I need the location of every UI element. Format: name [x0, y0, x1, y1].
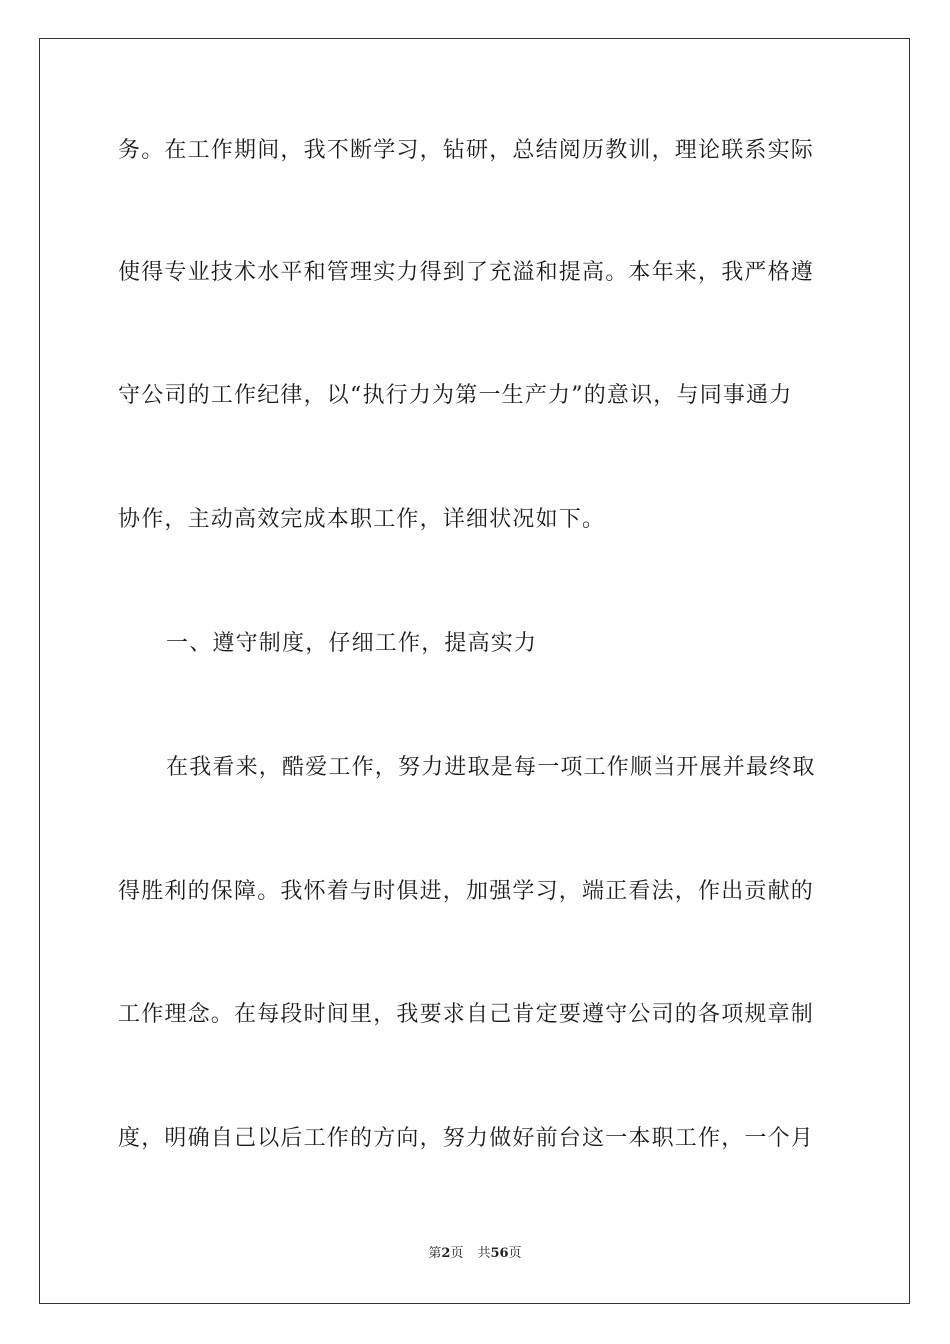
body-text-line: 使得专业技术水平和管理实力得到了充溢和提高。本年来，我严格遵: [118, 260, 815, 285]
body-text-line: 务。在工作期间，我不断学习，钻研，总结阅历教训，理论联系实际: [118, 138, 815, 163]
page-prefix: 第: [428, 1246, 442, 1261]
body-text-line: 得胜利的保障。我怀着与时俱进，加强学习，端正看法，作出贡献的: [118, 879, 815, 904]
body-text-line: 守公司的工作纪律，以“执行力为第一生产力”的意识，与同事通力: [118, 383, 793, 408]
page-footer: [0, 1244, 950, 1264]
body-text-line: 度，明确自己以后工作的方向，努力做好前台这一本职工作，一个月: [118, 1126, 815, 1151]
current-page-number: 2: [441, 1246, 451, 1261]
page-border: [39, 38, 910, 1304]
page-suffix: 页: [450, 1246, 464, 1261]
body-text-line: 工作理念。在每段时间里，我要求自己肯定要遵守公司的各项规章制: [118, 1002, 815, 1027]
total-prefix: 共: [477, 1246, 491, 1261]
body-text-line: 协作，主动高效完成本职工作，详细状况如下。: [118, 507, 606, 532]
total-pages-number: 56: [490, 1246, 509, 1261]
total-suffix: 页: [508, 1246, 522, 1261]
section-heading: 一、遵守制度，仔细工作，提高实力: [166, 631, 538, 656]
body-text-line: 在我看来，酷爱工作，努力进取是每一项工作顺当开展并最终取: [166, 755, 816, 780]
